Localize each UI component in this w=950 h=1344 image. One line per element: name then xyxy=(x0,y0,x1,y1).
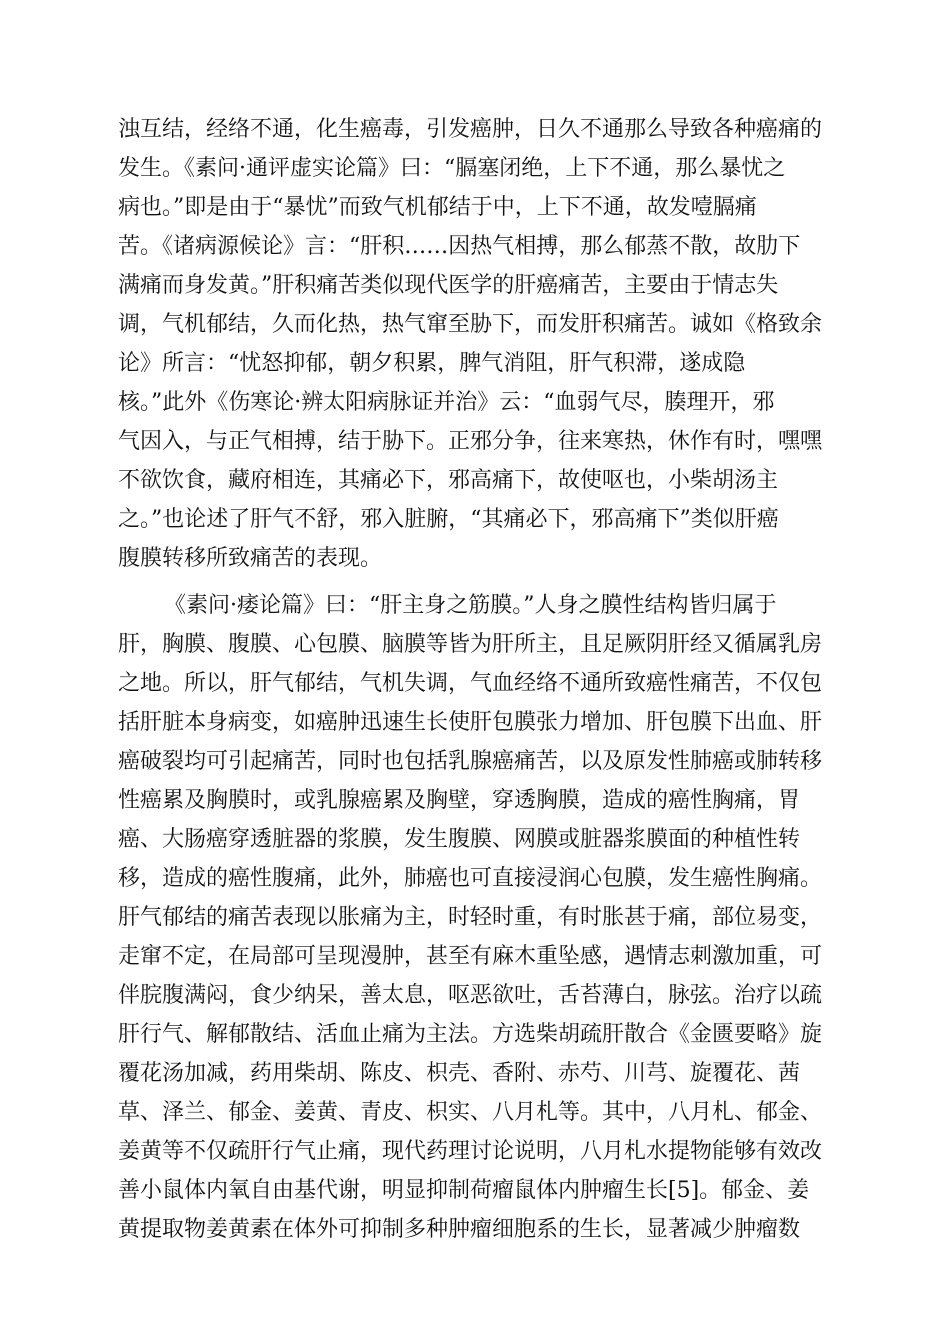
text-line: 伴脘腹满闷，食少纳呆，善太息，呕恶欲吐，舌苔薄白，脉弦。治疗以疏 xyxy=(118,983,823,1008)
text-line: 性癌累及胸膜时，或乳腺癌累及胸壁，穿透胸膜，造成的癌性胸痛，胃 xyxy=(118,788,801,813)
text-line: 癌、大肠癌穿透脏器的浆膜，发生腹膜、网膜或脏器浆膜面的种植性转 xyxy=(118,827,801,852)
text-line: 肝，胸膜、腹膜、心包膜、脑膜等皆为肝所主，且足厥阴肝经又循属乳房 xyxy=(118,632,823,657)
text-line: 括肝脏本身病变，如癌肿迅速生长使肝包膜张力增加、肝包膜下出血、肝 xyxy=(118,710,823,735)
text-line: 覆花汤加减，药用柴胡、陈皮、枳壳、香附、赤芍、川芎、旋覆花、茜 xyxy=(118,1061,801,1086)
text-line: 姜黄等不仅疏肝行气止痛，现代药理讨论说明，八月札水提物能够有效改 xyxy=(118,1139,823,1164)
text-line: 癌破裂均可引起痛苦，同时也包括乳腺癌痛苦，以及原发性肺癌或肺转移 xyxy=(118,749,823,774)
text-line: 病也。”即是由于“暴忧”而致气机郁结于中，上下不通，故发噎膈痛 xyxy=(118,195,757,220)
text-line: 善小鼠体内氧自由基代谢，明显抑制荷瘤鼠体内肿瘤生长[5]。郁金、姜 xyxy=(118,1178,810,1203)
text-line: 《素问·痿论篇》曰：“肝主身之筋膜。”人身之膜性结构皆归属于 xyxy=(164,593,777,618)
text-line: 苦。《诸病源候论》言：“肝积……因热气相搏，那么郁蒸不散，故肋下 xyxy=(118,234,801,259)
text-line: 腹膜转移所致痛苦的表现。 xyxy=(118,546,383,571)
text-line: 浊互结，经络不通，化生癌毒，引发癌肿，日久不通那么导致各种癌痛的 xyxy=(118,117,823,142)
text-line: 肝气郁结的痛苦表现以胀痛为主，时轻时重，有时胀甚于痛，部位易变， xyxy=(118,905,823,930)
text-line: 肝行气、解郁散结、活血止痛为主法。方选柴胡疏肝散合《金匮要略》旋 xyxy=(118,1022,823,1047)
paragraph-2 xyxy=(118,586,838,1249)
text-line: 之。”也论述了肝气不舒，邪入脏腑，“其痛必下，邪高痛下”类似肝癌 xyxy=(118,507,779,532)
text-line: 气因入，与正气相搏，结于胁下。正邪分争，往来寒热，休作有时，嘿嘿 xyxy=(118,429,823,454)
text-line: 满痛而身发黄。”肝积痛苦类似现代医学的肝癌痛苦，主要由于情志失 xyxy=(118,273,779,298)
text-line: 发生。《素问·通评虚实论篇》曰：“膈塞闭绝，上下不通，那么暴忧之 xyxy=(118,156,786,181)
paragraph-1 xyxy=(118,110,838,578)
text-line: 移，造成的癌性腹痛，此外，肺癌也可直接浸润心包膜，发生癌性胸痛。 xyxy=(118,866,823,891)
text-line: 黄提取物姜黄素在体外可抑制多种肿瘤细胞系的生长，显著减少肿瘤数 xyxy=(118,1217,801,1242)
text-line: 调，气机郁结，久而化热，热气窜至胁下，而发肝积痛苦。诚如《格致余 xyxy=(118,312,823,337)
text-line: 论》所言：“忧怒抑郁，朝夕积累，脾气消阻，肝气积滞，遂成隐 xyxy=(118,351,746,376)
text-line: 草、泽兰、郁金、姜黄、青皮、枳实、八月札等。其中，八月札、郁金、 xyxy=(118,1100,823,1125)
text-line: 之地。所以，肝气郁结，气机失调，气血经络不通所致癌性痛苦，不仅包 xyxy=(118,671,823,696)
text-line: 核。”此外《伤寒论·辨太阳病脉证并治》云：“血弱气尽，腠理开，邪 xyxy=(118,390,775,415)
text-line: 不欲饮食，藏府相连，其痛必下，邪高痛下，故使呕也，小柴胡汤主 xyxy=(118,468,779,493)
text-line: 走窜不定，在局部可呈现漫肿，甚至有麻木重坠感，遇情志刺激加重，可 xyxy=(118,944,823,969)
